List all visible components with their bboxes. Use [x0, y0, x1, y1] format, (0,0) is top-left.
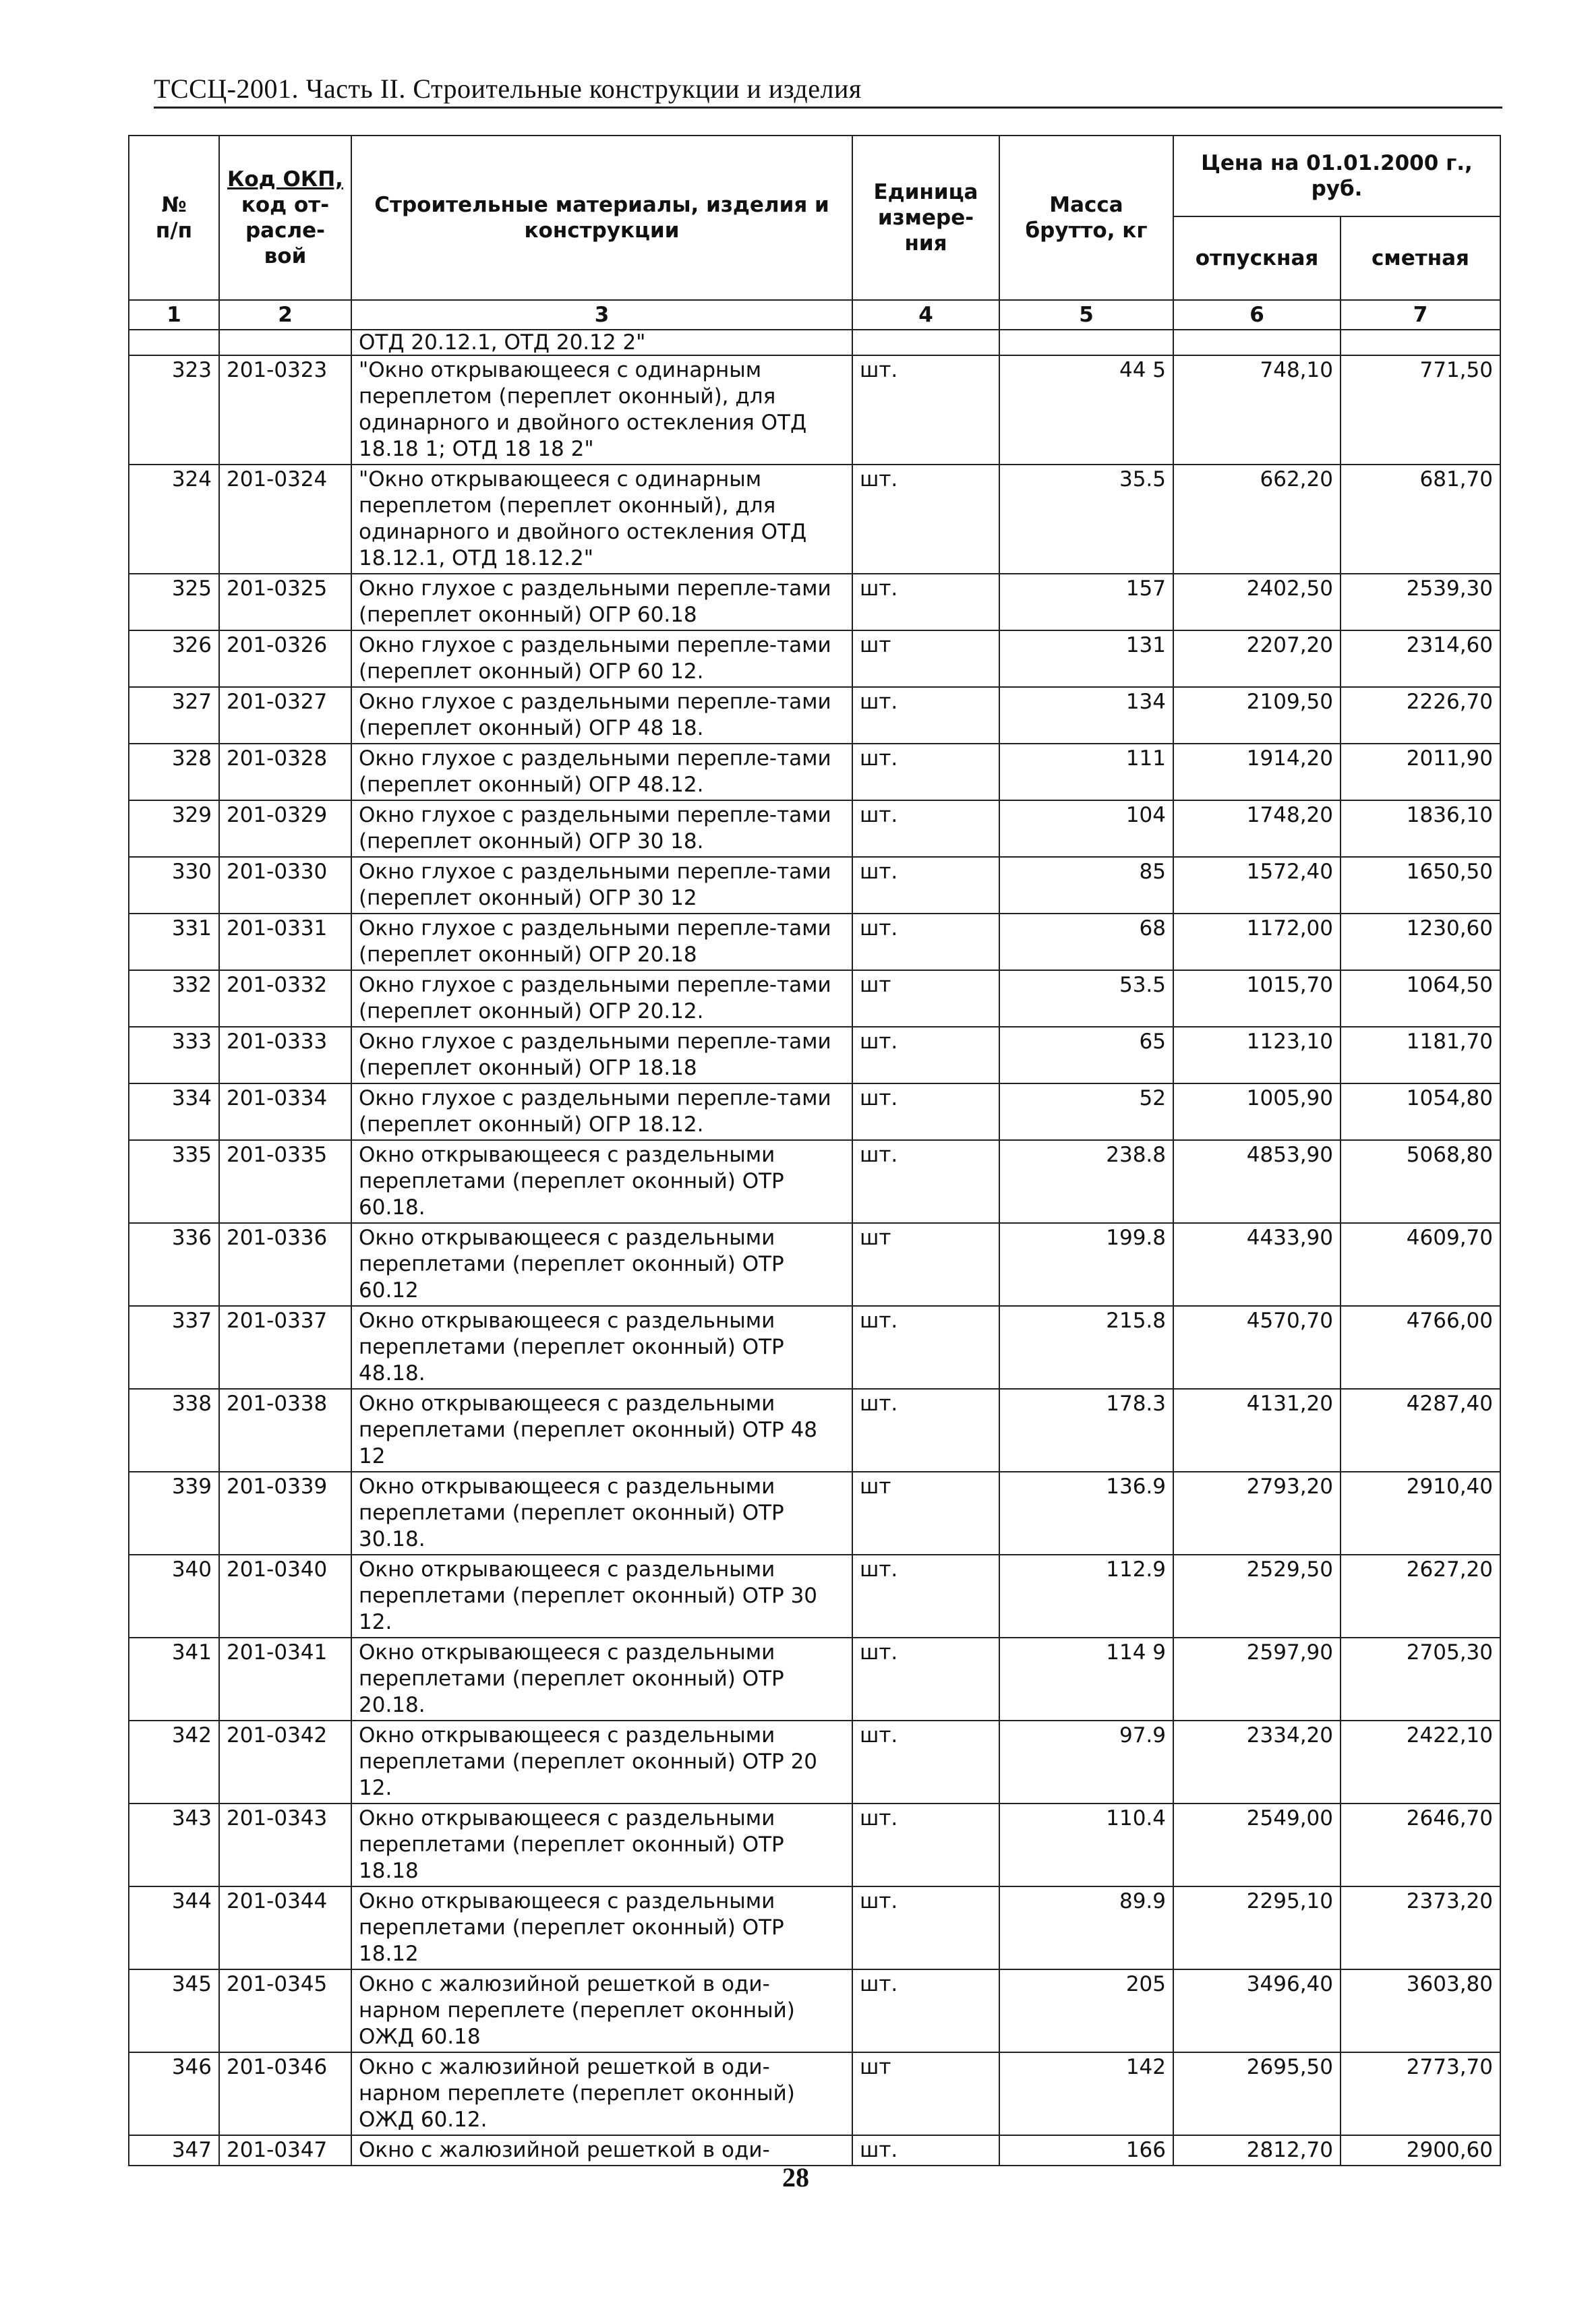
cell-unit: шт. [852, 857, 999, 914]
cell-price-estimate [1341, 330, 1500, 355]
cell-no: 327 [129, 687, 219, 744]
header-code-branch: код от-расле-вой [241, 193, 330, 268]
cell-unit: шт. [852, 1027, 999, 1083]
cell-no: 343 [129, 1804, 219, 1886]
header-name: Строительные материалы, изделия и конструкции [351, 136, 852, 300]
cell-price-release: 2812,70 [1173, 2135, 1341, 2166]
cell-unit: шт. [852, 1886, 999, 1969]
cell-unit: шт. [852, 1306, 999, 1389]
cell-name: Окно глухое с раздельными перепле-тами (переплет оконный) ОГР 20.12. [351, 970, 852, 1027]
cell-unit: шт. [852, 687, 999, 744]
table-row [129, 744, 1500, 800]
cell-mass: 44 5 [999, 355, 1173, 465]
table-row [129, 800, 1500, 857]
column-number: 6 [1173, 300, 1341, 330]
column-number: 7 [1341, 300, 1500, 330]
cell-price-release: 4570,70 [1173, 1306, 1341, 1389]
cell-price-estimate: 1836,10 [1341, 800, 1500, 857]
table-row [129, 1389, 1500, 1472]
cell-no: 328 [129, 744, 219, 800]
cell-name: "Окно открывающееся с одинарным переплетом (переплет оконный), для одинарного и двойного остекления ОТД 18.18 1; ОТД 18 18 2" [351, 355, 852, 465]
cell-price-release: 1123,10 [1173, 1027, 1341, 1083]
table-row [129, 687, 1500, 744]
column-number: 1 [129, 300, 219, 330]
table-row [129, 1306, 1500, 1389]
page-number: 28 [782, 2162, 809, 2193]
cell-price-estimate: 2910,40 [1341, 1472, 1500, 1555]
cell-name: Окно открывающееся с раздельными переплетами (переплет оконный) ОТР 48.18. [351, 1306, 852, 1389]
cell-name: Окно глухое с раздельными перепле-тами (переплет оконный) ОГР 60.18 [351, 574, 852, 630]
cell-price-estimate: 1181,70 [1341, 1027, 1500, 1083]
cell-mass: 35.5 [999, 465, 1173, 574]
cell-price-release: 1748,20 [1173, 800, 1341, 857]
cell-unit: шт. [852, 1638, 999, 1721]
cell-code: 201-0343 [219, 1804, 351, 1886]
cell-unit: шт. [852, 914, 999, 970]
cell-no: 324 [129, 465, 219, 574]
cell-no: 329 [129, 800, 219, 857]
cell-unit: шт. [852, 1083, 999, 1140]
table-row [129, 1223, 1500, 1306]
table-row [129, 857, 1500, 914]
cell-price-release: 2402,50 [1173, 574, 1341, 630]
cell-mass: 134 [999, 687, 1173, 744]
cell-price-release: 2597,90 [1173, 1638, 1341, 1721]
cell-name: Окно открывающееся с раздельными переплетами (переплет оконный) ОТР 20 12. [351, 1721, 852, 1804]
cell-mass [999, 330, 1173, 355]
cell-price-release: 2295,10 [1173, 1886, 1341, 1969]
cell-no: 345 [129, 1969, 219, 2052]
cell-code: 201-0340 [219, 1555, 351, 1638]
cell-price-estimate: 2627,20 [1341, 1555, 1500, 1638]
cell-mass: 199.8 [999, 1223, 1173, 1306]
table-row [129, 970, 1500, 1027]
header-mass: Масса брутто, кг [999, 136, 1173, 300]
cell-price-release: 1914,20 [1173, 744, 1341, 800]
cell-mass: 131 [999, 630, 1173, 687]
cell-no: 337 [129, 1306, 219, 1389]
cell-unit: шт [852, 1223, 999, 1306]
table-row [129, 1140, 1500, 1223]
table-row [129, 1083, 1500, 1140]
table-row [129, 1472, 1500, 1555]
cell-unit: шт. [852, 1804, 999, 1886]
cell-price-release: 2695,50 [1173, 2052, 1341, 2135]
cell-mass: 52 [999, 1083, 1173, 1140]
cell-mass: 110.4 [999, 1804, 1173, 1886]
table-body [129, 330, 1500, 2166]
cell-price-release: 2549,00 [1173, 1804, 1341, 1886]
table-row [129, 1886, 1500, 1969]
cell-price-estimate: 2900,60 [1341, 2135, 1500, 2166]
cell-price-release: 1005,90 [1173, 1083, 1341, 1140]
table-row [129, 1638, 1500, 1721]
header-no-symbol: № [161, 193, 187, 217]
cell-price-release: 2334,20 [1173, 1721, 1341, 1804]
column-number: 2 [219, 300, 351, 330]
cell-unit [852, 330, 999, 355]
cell-price-estimate: 4287,40 [1341, 1389, 1500, 1472]
cell-code: 201-0335 [219, 1140, 351, 1223]
cell-no: 323 [129, 355, 219, 465]
table-row [129, 2052, 1500, 2135]
cell-no: 335 [129, 1140, 219, 1223]
cell-mass: 65 [999, 1027, 1173, 1083]
cell-code: 201-0333 [219, 1027, 351, 1083]
cell-code: 201-0327 [219, 687, 351, 744]
header-unit: Единица измере-ния [852, 136, 999, 300]
cell-price-estimate: 2226,70 [1341, 687, 1500, 744]
cell-name: Окно открывающееся с раздельными переплетами (переплет оконный) ОТР 18.18 [351, 1804, 852, 1886]
cell-name: Окно открывающееся с раздельными переплетами (переплет оконный) ОТР 30.18. [351, 1472, 852, 1555]
cell-name: Окно глухое с раздельными перепле-тами (переплет оконный) ОГР 30 18. [351, 800, 852, 857]
cell-name: Окно с жалюзийной решеткой в оди-нарном переплете (переплет оконный) ОЖД 60.18 [351, 1969, 852, 2052]
cell-price-estimate: 771,50 [1341, 355, 1500, 465]
cell-price-estimate: 681,70 [1341, 465, 1500, 574]
cell-unit: шт. [852, 355, 999, 465]
cell-name: Окно открывающееся с раздельными переплетами (переплет оконный) ОТР 48 12 [351, 1389, 852, 1472]
cell-name: Окно глухое с раздельными перепле-тами (переплет оконный) ОГР 30 12 [351, 857, 852, 914]
cell-name: Окно открывающееся с раздельными переплетами (переплет оконный) ОТР 20.18. [351, 1638, 852, 1721]
cell-code: 201-0325 [219, 574, 351, 630]
cell-price-release: 662,20 [1173, 465, 1341, 574]
cell-no: 342 [129, 1721, 219, 1804]
column-number: 3 [351, 300, 852, 330]
cell-unit: шт. [852, 2135, 999, 2166]
cell-mass: 166 [999, 2135, 1173, 2166]
cell-unit: шт. [852, 465, 999, 574]
cell-code: 201-0339 [219, 1472, 351, 1555]
table-row [129, 1969, 1500, 2052]
cell-price-release: 4853,90 [1173, 1140, 1341, 1223]
cell-name: Окно открывающееся с раздельными переплетами (переплет оконный) ОТР 60.18. [351, 1140, 852, 1223]
cell-mass: 136.9 [999, 1472, 1173, 1555]
cell-name: Окно открывающееся с раздельными переплетами (переплет оконный) ОТР 18.12 [351, 1886, 852, 1969]
cell-price-release: 2207,20 [1173, 630, 1341, 687]
cell-no: 333 [129, 1027, 219, 1083]
cell-unit: шт. [852, 1555, 999, 1638]
cell-mass: 85 [999, 857, 1173, 914]
cell-price-release: 1572,40 [1173, 857, 1341, 914]
cell-mass: 142 [999, 2052, 1173, 2135]
cell-price-release: 1015,70 [1173, 970, 1341, 1027]
cell-mass: 89.9 [999, 1886, 1173, 1969]
cell-no: 340 [129, 1555, 219, 1638]
column-number: 4 [852, 300, 999, 330]
cell-price-estimate: 1064,50 [1341, 970, 1500, 1027]
cell-unit: шт. [852, 800, 999, 857]
cell-price-release: 2529,50 [1173, 1555, 1341, 1638]
cell-mass: 215.8 [999, 1306, 1173, 1389]
cell-code: 201-0337 [219, 1306, 351, 1389]
cell-code: 201-0324 [219, 465, 351, 574]
header-code [219, 136, 351, 300]
cell-code: 201-0346 [219, 2052, 351, 2135]
cell-code: 201-0336 [219, 1223, 351, 1306]
header-price-release: отпускная [1173, 216, 1341, 300]
table-row [129, 914, 1500, 970]
cell-mass: 53.5 [999, 970, 1173, 1027]
cell-code: 201-0342 [219, 1721, 351, 1804]
cell-mass: 157 [999, 574, 1173, 630]
header-price-estimate: сметная [1341, 216, 1500, 300]
cell-price-estimate: 1054,80 [1341, 1083, 1500, 1140]
cell-code: 201-0345 [219, 1969, 351, 2052]
cell-mass: 112.9 [999, 1555, 1173, 1638]
table-row [129, 1721, 1500, 1804]
cell-name: Окно глухое с раздельными перепле-тами (переплет оконный) ОГР 48.12. [351, 744, 852, 800]
cell-price-release: 2793,20 [1173, 1472, 1341, 1555]
cell-mass: 111 [999, 744, 1173, 800]
cell-price-estimate: 4609,70 [1341, 1223, 1500, 1306]
cell-price-estimate: 2314,60 [1341, 630, 1500, 687]
cell-mass: 114 9 [999, 1638, 1173, 1721]
cell-price-release: 3496,40 [1173, 1969, 1341, 2052]
cell-code: 201-0338 [219, 1389, 351, 1472]
cell-name: Окно глухое с раздельными перепле-тами (переплет оконный) ОГР 20.18 [351, 914, 852, 970]
cell-no: 341 [129, 1638, 219, 1721]
cell-name: "Окно открывающееся с одинарным переплетом (переплет оконный), для одинарного и двойного остекления ОТД 18.12.1, ОТД 18.12.2" [351, 465, 852, 574]
cell-price-estimate: 2011,90 [1341, 744, 1500, 800]
cell-unit: шт [852, 630, 999, 687]
continuation-row [129, 330, 1500, 355]
cell-name: Окно с жалюзийной решеткой в оди-нарном переплете (переплет оконный) ОЖД 60.12. [351, 2052, 852, 2135]
cell-unit: шт. [852, 744, 999, 800]
cell-price-release: 4433,90 [1173, 1223, 1341, 1306]
cell-code: 201-0331 [219, 914, 351, 970]
cell-price-estimate: 1650,50 [1341, 857, 1500, 914]
cell-name: Окно открывающееся с раздельными переплетами (переплет оконный) ОТР 30 12. [351, 1555, 852, 1638]
cell-no: 330 [129, 857, 219, 914]
cell-price-release: 748,10 [1173, 355, 1341, 465]
cell-name: Окно глухое с раздельными перепле-тами (переплет оконный) ОГР 18.18 [351, 1027, 852, 1083]
cell-code: 201-0330 [219, 857, 351, 914]
cell-mass: 238.8 [999, 1140, 1173, 1223]
cell-unit: шт. [852, 574, 999, 630]
cell-code: 201-0332 [219, 970, 351, 1027]
cell-no: 332 [129, 970, 219, 1027]
cell-mass: 97.9 [999, 1721, 1173, 1804]
cell-price-estimate: 2422,10 [1341, 1721, 1500, 1804]
cell-unit: шт [852, 1472, 999, 1555]
cell-code: 201-0323 [219, 355, 351, 465]
page-header-title: ТССЦ-2001. Часть II. Строительные конструкции и изделия [154, 73, 862, 104]
table-row [129, 1555, 1500, 1638]
cell-unit: шт [852, 2052, 999, 2135]
cell-name: Окно глухое с раздельными перепле-тами (переплет оконный) ОГР 18.12. [351, 1083, 852, 1140]
cell-code: 201-0326 [219, 630, 351, 687]
cell-code: 201-0347 [219, 2135, 351, 2166]
cell-code: 201-0341 [219, 1638, 351, 1721]
cell-code [219, 330, 351, 355]
cell-no: 325 [129, 574, 219, 630]
cell-code: 201-0334 [219, 1083, 351, 1140]
cell-no: 326 [129, 630, 219, 687]
cell-no: 339 [129, 1472, 219, 1555]
table-row [129, 630, 1500, 687]
table-row [129, 574, 1500, 630]
header-no-label: п/п [155, 218, 193, 243]
table-row [129, 1804, 1500, 1886]
cell-price-release: 4131,20 [1173, 1389, 1341, 1472]
cell-unit: шт. [852, 1721, 999, 1804]
cell-price-estimate: 3603,80 [1341, 1969, 1500, 2052]
cell-price-estimate: 2773,70 [1341, 2052, 1500, 2135]
table-row [129, 1027, 1500, 1083]
cell-price-estimate: 2373,20 [1341, 1886, 1500, 1969]
cell-unit: шт. [852, 1140, 999, 1223]
cell-no: 346 [129, 2052, 219, 2135]
cell-name: Окно глухое с раздельными перепле-тами (переплет оконный) ОГР 48 18. [351, 687, 852, 744]
header-price: Цена на 01.01.2000 г., руб. [1173, 136, 1500, 216]
cell-no: 347 [129, 2135, 219, 2166]
table-header [129, 136, 1500, 330]
cell-no: 344 [129, 1886, 219, 1969]
continuation-text: ОТД 20.12.1, ОТД 20.12 2" [351, 330, 852, 355]
cell-price-estimate: 2646,70 [1341, 1804, 1500, 1886]
cell-mass: 68 [999, 914, 1173, 970]
cell-name: Окно глухое с раздельными перепле-тами (переплет оконный) ОГР 60 12. [351, 630, 852, 687]
cell-price-estimate: 4766,00 [1341, 1306, 1500, 1389]
header-code-okp: Код ОКП, [227, 167, 343, 191]
cell-unit: шт. [852, 1389, 999, 1472]
cell-name: Окно с жалюзийной решеткой в оди- [351, 2135, 852, 2166]
cell-no: 336 [129, 1223, 219, 1306]
column-number: 5 [999, 300, 1173, 330]
cell-no: 334 [129, 1083, 219, 1140]
cell-mass: 104 [999, 800, 1173, 857]
cell-no [129, 330, 219, 355]
cell-mass: 205 [999, 1969, 1173, 2052]
header-no [129, 136, 219, 300]
table-row [129, 465, 1500, 574]
column-number-row [129, 300, 1500, 330]
cell-name: Окно открывающееся с раздельными переплетами (переплет оконный) ОТР 60.12 [351, 1223, 852, 1306]
cell-unit: шт [852, 970, 999, 1027]
cell-price-estimate: 5068,80 [1341, 1140, 1500, 1223]
cell-price-estimate: 2539,30 [1341, 574, 1500, 630]
cell-price-estimate: 1230,60 [1341, 914, 1500, 970]
table-row [129, 355, 1500, 465]
cell-price-release: 1172,00 [1173, 914, 1341, 970]
cell-unit: шт. [852, 1969, 999, 2052]
cell-mass: 178.3 [999, 1389, 1173, 1472]
price-table [128, 135, 1501, 2166]
header-divider [154, 107, 1502, 109]
cell-price-release [1173, 330, 1341, 355]
cell-price-release: 2109,50 [1173, 687, 1341, 744]
cell-no: 331 [129, 914, 219, 970]
cell-code: 201-0328 [219, 744, 351, 800]
cell-code: 201-0344 [219, 1886, 351, 1969]
cell-no: 338 [129, 1389, 219, 1472]
cell-code: 201-0329 [219, 800, 351, 857]
cell-price-estimate: 2705,30 [1341, 1638, 1500, 1721]
